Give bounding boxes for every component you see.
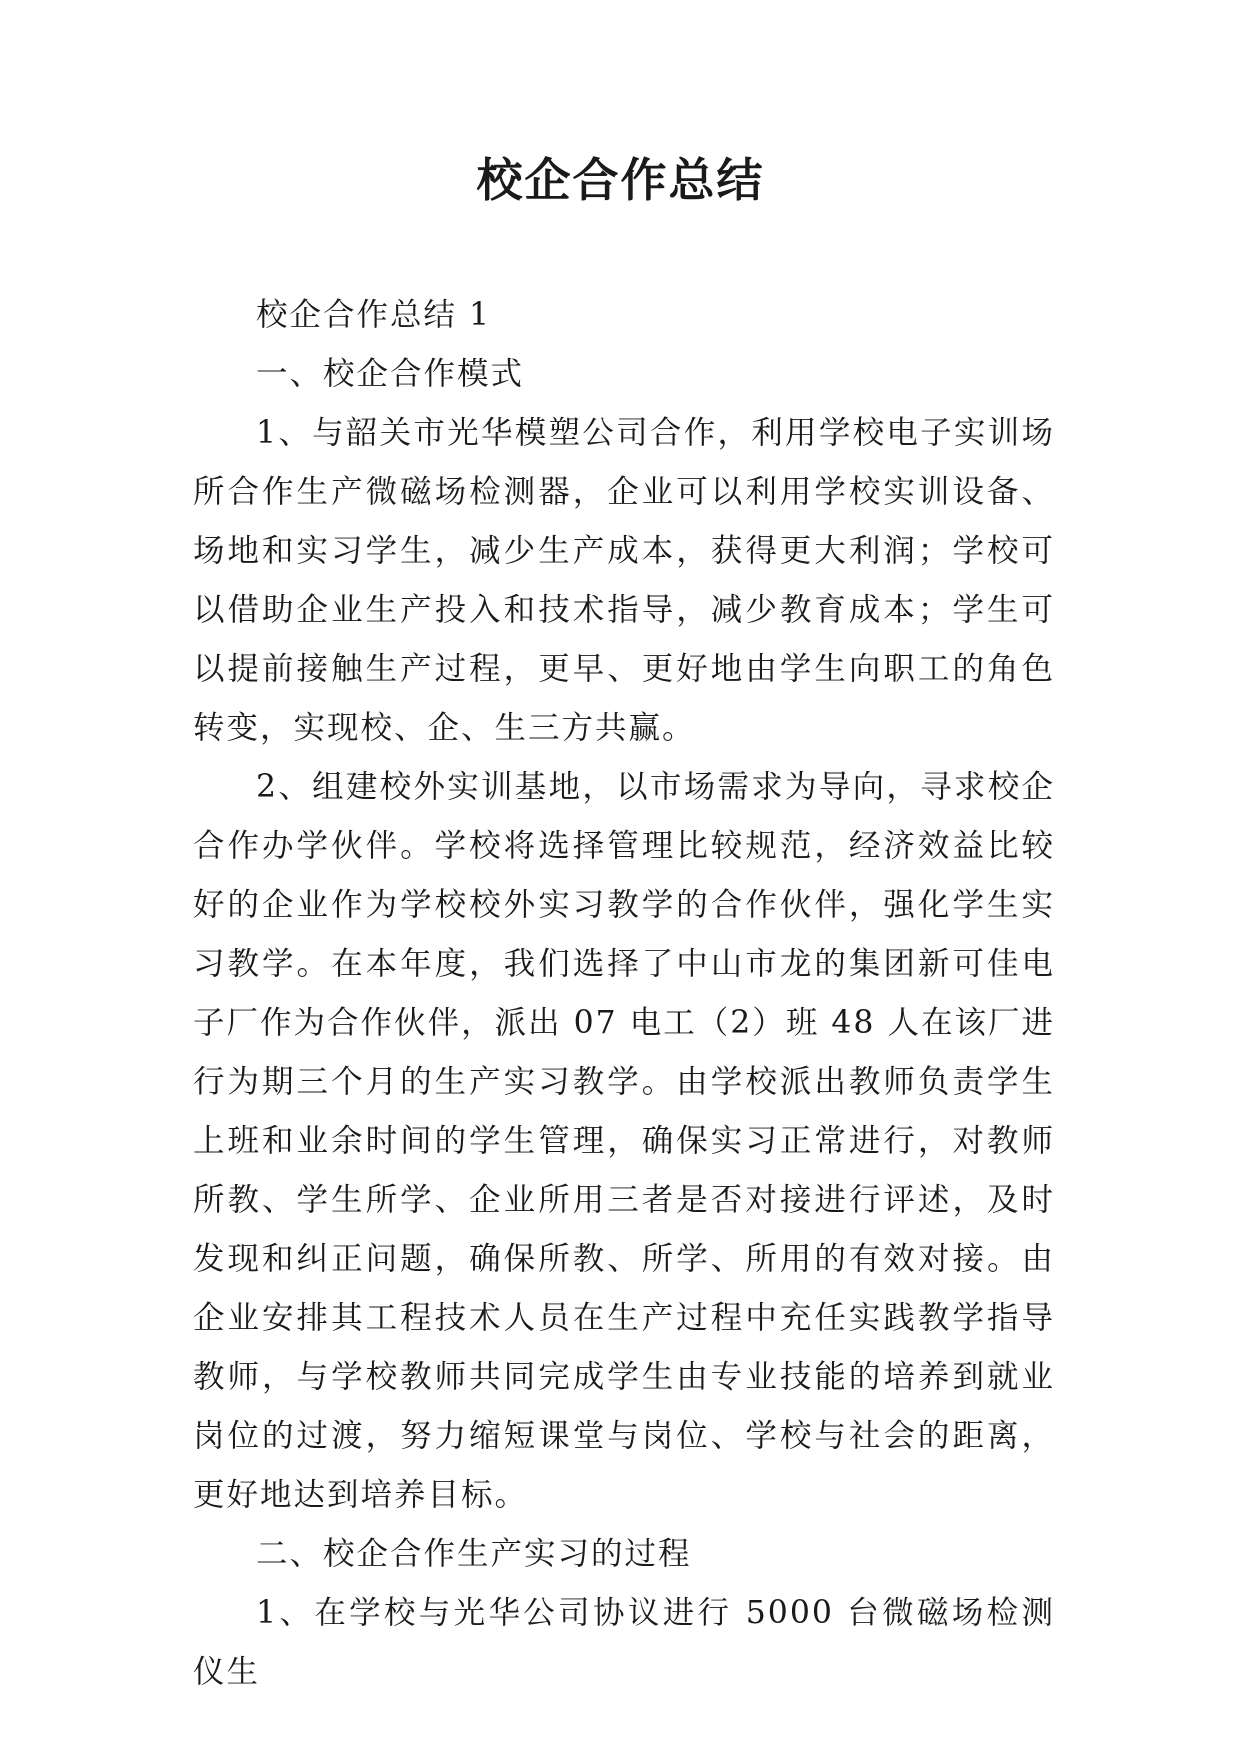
- body-paragraph-1: 1、与韶关市光华模塑公司合作，利用学校电子实训场所合作生产微磁场检测器，企业可以利用学校实训设备、场地和实习学生，减少生产成本，获得更大利润；学校可以借助企业生产投入和技术指导，减少教育成本；学生可以提前接触生产过程，更早、更好地由学生向职工的角色转变，实现校、企、生三方共赢。: [193, 415, 1055, 746]
- section-heading-1: 一、校企合作模式: [256, 356, 525, 392]
- body-paragraph-2: 2、组建校外实训基地，以市场需求为导向，寻求校企合作办学伙伴。学校将选择管理比较规范，经济效益比较好的企业作为学校校外实习教学的合作伙伴，强化学生实习教学。在本年度，我们选择了中山市龙的集团新可佳电子厂作为合作伙伴，派出 07 电工（2）班 48 人在该厂进行为期三个月的生产实习教学。由学校派出教师负责学生上班和业余时间的学生管理，确保实习正常进行，对教师所教、学生所学、企业所用三者是否对接进行评述，及时发现和纠正问题，确保所教、所学、所用的有效对接。由企业安排其工程技术人员在生产过程中充任实践教学指导教师，与学校教师共同完成学生由专业技能的培养到就业岗位的过渡，努力缩短课堂与岗位、学校与社会的距离，更好地达到培养目标。: [193, 769, 1055, 1513]
- body-paragraph-3: 1、在学校与光华公司协议进行 5000 台微磁场检测仪生: [193, 1595, 1055, 1690]
- document-title: 校企合作总结: [476, 153, 765, 207]
- document-body: [193, 286, 1055, 1702]
- subtitle-paragraph: 校企合作总结 1: [256, 297, 492, 333]
- section-heading-2: 二、校企合作生产实习的过程: [256, 1536, 692, 1572]
